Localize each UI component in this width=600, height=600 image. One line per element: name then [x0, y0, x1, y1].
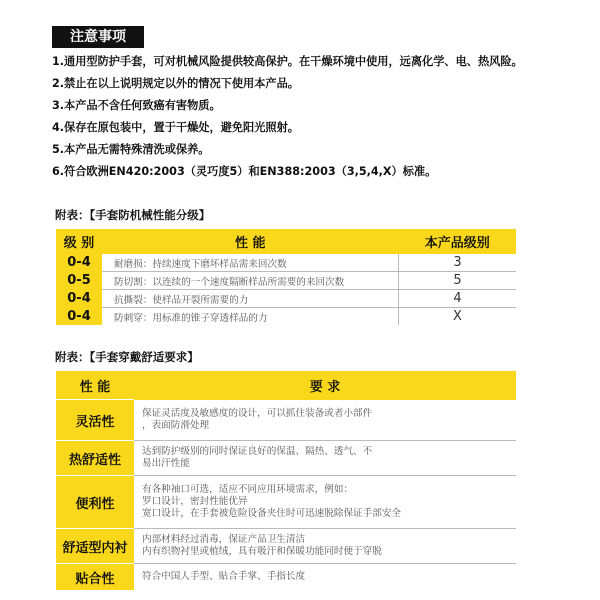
- requirement-line: 宽口设计，在手套被危险设备夹住时可迅速脱除保证手部安全: [142, 508, 402, 519]
- requirement-cell: [134, 400, 516, 441]
- rating-cell: 3: [399, 254, 517, 272]
- note-item: 6.符合欧洲EN420:2003（灵巧度5）和EN388:2003（3,5,4,X）标准。: [52, 165, 437, 178]
- requirement-line: 保证灵活度及敏感度的设计，可以抓住装备或者小部件: [142, 407, 373, 419]
- property-cell: 贴合性: [56, 564, 134, 591]
- table-row: [56, 308, 516, 326]
- grade-cell: 0-4: [56, 254, 102, 272]
- requirement-line: 达到防护级别的同时保证良好的保温、隔热、透气、不: [142, 446, 373, 457]
- requirement-line: 有各种袖口可选，适应不同应用环境需求，例如：: [142, 484, 354, 495]
- table-header-row: [56, 371, 516, 400]
- table-header-row: [56, 229, 516, 254]
- header-performance: 性 能: [102, 229, 399, 254]
- table-row: [56, 254, 516, 272]
- table-row: [56, 529, 516, 564]
- table-row: [56, 290, 516, 308]
- note-item: 2.禁止在以上说明规定以外的情况下使用本产品。: [52, 77, 299, 90]
- requirement-cell: [134, 441, 516, 476]
- property-cell: 灵活性: [56, 400, 134, 441]
- desc-cell: 耐磨损：持续速度下磨坏样品需来回次数: [114, 258, 287, 270]
- note-item: 3.本产品不含任何致癌有害物质。: [52, 99, 221, 112]
- table-row: [56, 441, 516, 476]
- property-cell: 热舒适性: [56, 441, 134, 476]
- header-requirement: 要 求: [134, 371, 516, 400]
- table-row: [56, 476, 516, 529]
- requirement-line: 罗口设计，密封性能优异: [142, 496, 248, 507]
- table2-title: 附表：【手套穿戴舒适要求】: [55, 350, 199, 364]
- property-cell: 舒适型内衬: [56, 529, 134, 564]
- table-row: [56, 400, 516, 441]
- comfort-requirements-table: [56, 371, 516, 590]
- table1-title: 附表：【手套防机械性能分级】: [55, 208, 211, 222]
- notice-banner: 注意事项: [52, 26, 144, 48]
- property-cell: 便利性: [56, 476, 134, 529]
- note-item: 5.本产品无需特殊清洗或保养。: [52, 143, 210, 156]
- rating-cell: X: [399, 308, 517, 326]
- requirement-line: ，表面防滑处理: [142, 419, 210, 431]
- rating-cell: 4: [399, 290, 517, 308]
- requirement-cell: [134, 564, 516, 591]
- requirement-line: 内部材料经过消毒，保证产品卫生清洁: [142, 534, 306, 545]
- requirement-cell: [134, 529, 516, 564]
- table-row: [56, 272, 516, 290]
- header-rating: 本产品级别: [399, 229, 517, 254]
- header-grade: 级 别: [56, 229, 102, 254]
- note-item: 1.通用型防护手套，可对机械风险提供较高保护。在干燥环境中使用，远离化学、电、热风险。: [52, 55, 523, 68]
- requirement-line: 易出汗性能: [142, 458, 190, 469]
- rating-cell: 5: [399, 272, 517, 290]
- note-item: 4.保存在原包装中，置于干燥处，避免阳光照射。: [52, 121, 299, 134]
- header-property: 性 能: [56, 371, 134, 400]
- table-row: [56, 564, 516, 591]
- requirement-line: 符合中国人手型、贴合手掌、手指长度: [142, 571, 306, 582]
- desc-cell: 防刺穿：用标准的锥子穿透样品的力: [102, 308, 399, 326]
- requirement-cell: [134, 476, 516, 529]
- mechanical-performance-table: [56, 229, 516, 325]
- grade-cell: 0-4: [56, 308, 102, 326]
- grade-cell: 0-4: [56, 290, 102, 308]
- grade-cell: 0-5: [56, 272, 102, 290]
- requirement-line: 内有织物衬里或植绒，具有吸汗和保暖功能同时便于穿脱: [142, 546, 382, 557]
- desc-cell: 防切割：以连续的一个速度隔断样品所需要的来回次数: [102, 272, 399, 290]
- desc-cell: 抗撕裂：使样品开裂所需要的力: [102, 290, 399, 308]
- notes-list: [52, 52, 548, 184]
